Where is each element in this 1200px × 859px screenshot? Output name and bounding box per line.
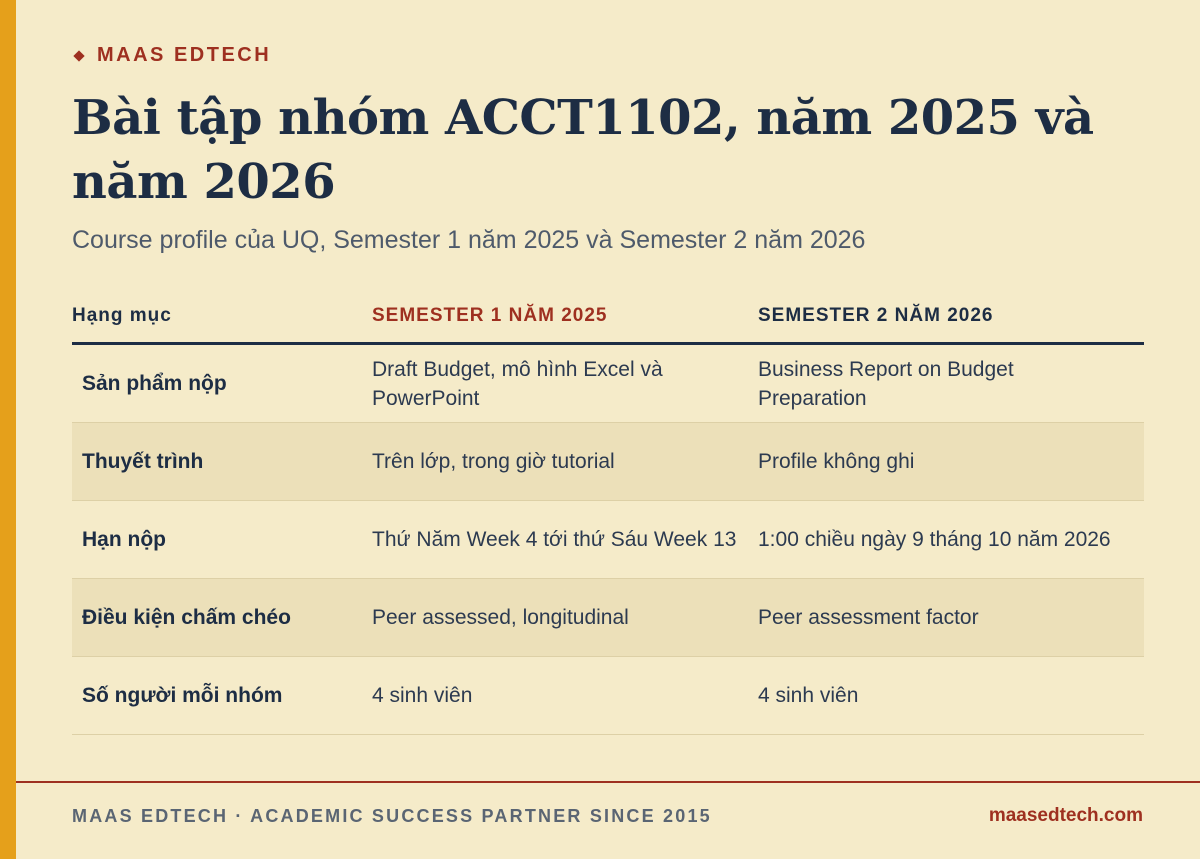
accent-bar	[0, 0, 16, 859]
brand-text: MAAS EDTECH	[97, 44, 272, 66]
row-label: Số người mỗi nhóm	[82, 683, 283, 707]
row-label: Sản phẩm nộp	[82, 371, 227, 395]
header-semester-1: SEMESTER 1 NĂM 2025	[372, 305, 608, 326]
table-row	[72, 579, 1144, 657]
table-row	[72, 423, 1144, 501]
row-semester-2-value: Peer assessment factor	[758, 606, 979, 629]
row-semester-2-value: Profile không ghi	[758, 450, 915, 473]
row-semester-1-value: Thứ Năm Week 4 tới thứ Sáu Week 13	[372, 528, 737, 551]
table-row	[72, 345, 1144, 423]
header-semester-2: SEMESTER 2 NĂM 2026	[758, 305, 994, 326]
row-semester-1-value: Peer assessed, longitudinal	[372, 606, 629, 629]
page-subtitle: Course profile của UQ, Semester 1 năm 2025 và Semester 2 năm 2026	[72, 226, 866, 254]
row-label: Điều kiện chấm chéo	[82, 605, 291, 629]
page-title: Bài tập nhóm ACCT1102, năm 2025 và năm 2026	[72, 90, 1094, 210]
footer-tagline: MAAS EDTECH · ACADEMIC SUCCESS PARTNER SINCE 2015	[72, 806, 712, 826]
diamond-icon	[73, 50, 84, 61]
table-header	[72, 290, 1144, 345]
row-semester-1-value: Trên lớp, trong giờ tutorial	[372, 450, 615, 473]
header-category: Hạng mục	[72, 305, 172, 326]
comparison-table	[72, 290, 1144, 735]
row-semester-2-value: 4 sinh viên	[758, 684, 859, 707]
row-semester-1-value: 4 sinh viên	[372, 684, 473, 707]
table-row	[72, 657, 1144, 735]
row-semester-2-value: 1:00 chiều ngày 9 tháng 10 năm 2026	[758, 528, 1111, 551]
brand-label	[72, 44, 271, 67]
row-semester-1-value: Draft Budget, mô hình Excel và PowerPoint	[372, 357, 663, 410]
footer-divider	[16, 781, 1200, 783]
footer-website-link[interactable]: maasedtech.com	[988, 805, 1143, 826]
row-label: Hạn nộp	[82, 527, 166, 551]
table-row	[72, 501, 1144, 579]
row-semester-2-value: Business Report on Budget Preparation	[758, 357, 1014, 410]
row-label: Thuyết trình	[82, 449, 204, 473]
